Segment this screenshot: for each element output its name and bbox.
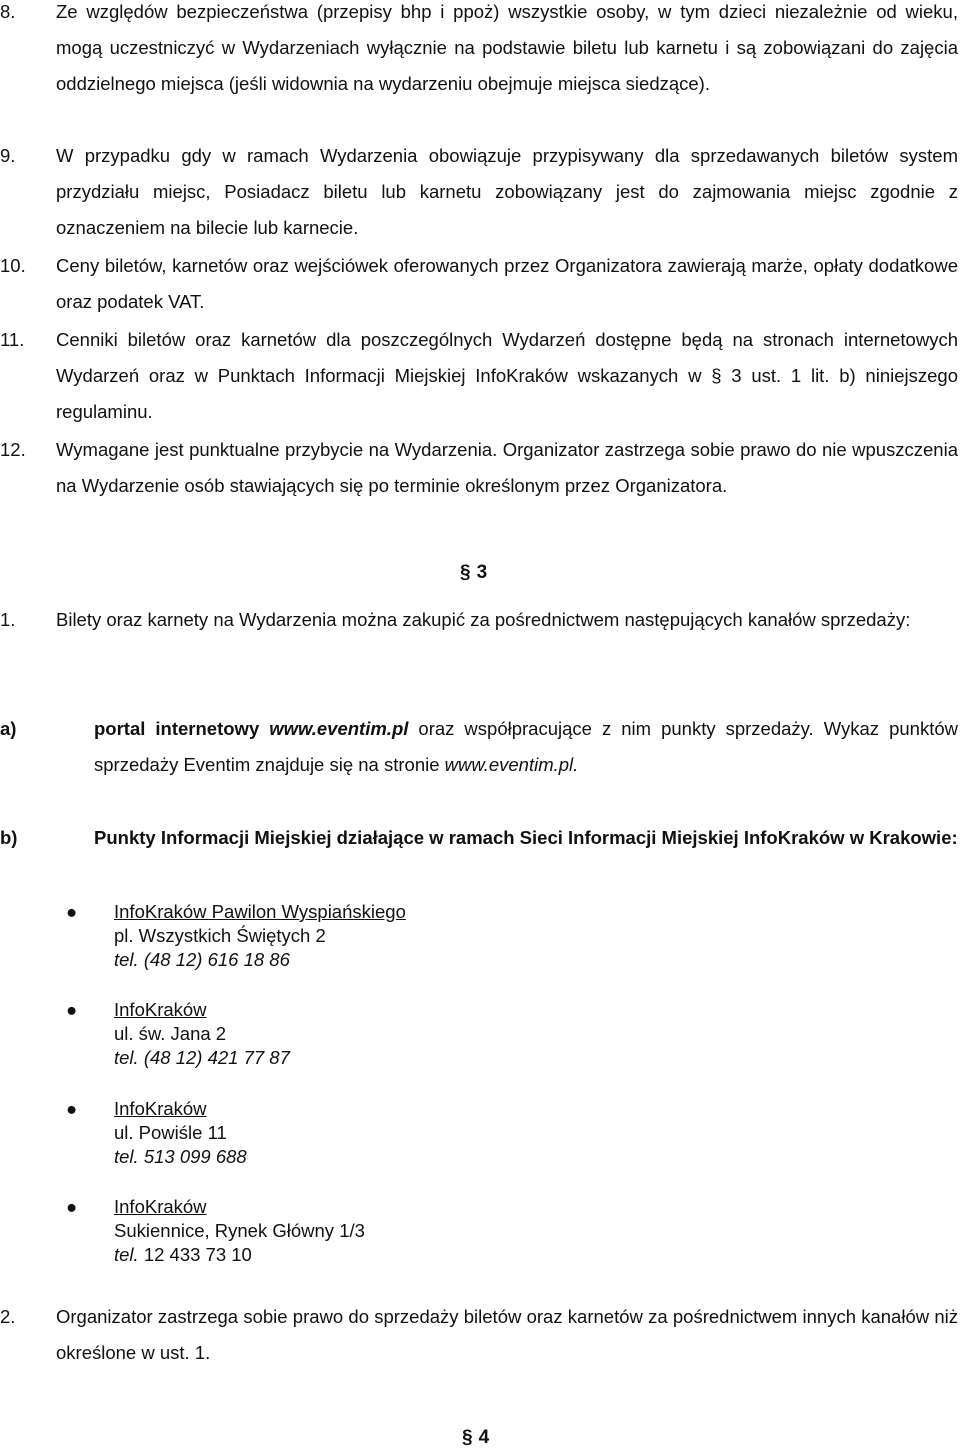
tel-label: tel. — [114, 1244, 139, 1265]
item-text: Wymagane jest punktualne przybycie na Wydarzenia. Organizator zastrzega sobie prawo do nie wpuszczenia na Wydarzenie osób stawiających się po terminie określonym przez Organizatora. — [56, 439, 958, 496]
list-item-10 — [0, 248, 958, 320]
info-point-name[interactable]: InfoKraków — [114, 1098, 207, 1119]
item-text: Ceny biletów, karnetów oraz wejściówek oferowanych przez Organizatora zawierają marże, opłaty dodatkowe oraz podatek VAT. — [56, 255, 958, 312]
section-symbol: § — [462, 1427, 473, 1448]
info-point-name[interactable]: InfoKraków Pawilon Wyspiańskiego — [114, 901, 406, 922]
info-point-tel — [114, 948, 946, 972]
info-point-address: Sukiennice, Rynek Główny 1/3 — [114, 1220, 365, 1241]
section-number: 3 — [476, 562, 488, 583]
item-number: 11. — [0, 329, 25, 350]
bullet-dot-icon: ● — [66, 1196, 78, 1217]
tel-label: tel. — [114, 1146, 139, 1167]
sub-text — [94, 711, 958, 783]
info-point-address: ul. Powiśle 11 — [114, 1122, 227, 1143]
bullet-dot-icon: ● — [66, 999, 78, 1020]
item-number: 2. — [0, 1306, 16, 1327]
eventim-link[interactable]: www.eventim.pl — [269, 718, 409, 739]
item-text: Bilety oraz karnety na Wydarzenia można zakupić za pośrednictwem następujących kanałów sprzedaży: — [56, 609, 911, 630]
sub-text: Punkty Informacji Miejskiej działające w ramach Sieci Informacji Miejskiej InfoKraków w Krakowie: — [94, 827, 958, 848]
info-point — [66, 1195, 946, 1267]
tel-label: tel. — [114, 1047, 139, 1068]
info-point-name[interactable]: InfoKraków — [114, 1196, 207, 1217]
channel-name: portal internetowy — [94, 718, 260, 739]
info-point-address: ul. św. Jana 2 — [114, 1023, 227, 1044]
item-number: 9. — [0, 145, 16, 166]
info-point — [66, 1097, 946, 1169]
section-heading-3 — [460, 562, 520, 584]
item-text: Ze względów bezpieczeństwa (przepisy bhp i ppoż) wszystkie osoby, w tym dzieci niezależnie od wieku, mogą uczestniczyć w Wydarzeniach wyłącznie na podstawie biletu lub karnetu i są zobowiązani do zajęcia oddzielnego miejsca (jeśli widownia na wydarzeniu obejmuje miejsca siedzące). — [56, 1, 958, 94]
list-item-8 — [0, 0, 958, 102]
tel-number: (48 12) 616 18 86 — [138, 949, 290, 970]
tel-number: 12 433 73 10 — [138, 1244, 252, 1265]
sub-text-rest: oraz współpracujące z nim punkty sprzedaży. Wykaz punktów sprzedaży Eventim znajduje się na stronie — [94, 718, 958, 775]
item-text: W przypadku gdy w ramach Wydarzenia obowiązuje przypisywany dla sprzedawanych biletów system przydziału miejsc, Posiadacz biletu lub karnetu zobowiązany jest do zajmowania miejsc zgodnie z oznaczeniem na bilecie lub karnecie. — [56, 145, 958, 238]
bullet-dot-icon: ● — [66, 1098, 78, 1119]
info-point-name[interactable]: InfoKraków — [114, 999, 207, 1020]
tel-number: 513 099 688 — [138, 1146, 247, 1167]
item-number: 10. — [0, 255, 26, 276]
item-number: 12. — [0, 439, 26, 460]
info-point — [66, 998, 946, 1070]
info-point — [66, 900, 946, 972]
sub-label: b) — [0, 827, 18, 848]
eventim-link-2[interactable]: www.eventim.pl. — [444, 754, 579, 775]
bullet-dot-icon: ● — [66, 901, 78, 922]
item-text: Organizator zastrzega sobie prawo do sprzedaży biletów oraz karnetów za pośrednictwem innych kanałów niż określone w ust. 1. — [56, 1306, 958, 1363]
list-item-12 — [0, 432, 958, 504]
tel-number: (48 12) 421 77 87 — [138, 1047, 290, 1068]
item-number: 1. — [0, 609, 16, 630]
sub-label: a) — [0, 718, 17, 739]
section-number: 4 — [478, 1427, 490, 1448]
section-heading-4 — [462, 1427, 522, 1449]
s3-list-item-1 — [0, 602, 958, 638]
list-item-11 — [0, 322, 958, 430]
item-text: Cenniki biletów oraz karnetów dla poszczególnych Wydarzeń dostępne będą na stronach internetowych Wydarzeń oraz w Punktach Informacji Miejskiej InfoKraków wskazanych w § 3 ust. 1 lit. b) niniejszego regulaminu. — [56, 329, 958, 422]
info-point-address: pl. Wszystkich Świętych 2 — [114, 925, 326, 946]
info-point-tel — [114, 1145, 946, 1169]
list-item-9 — [0, 138, 958, 246]
sub-item-a — [0, 711, 958, 783]
tel-label: tel. — [114, 949, 139, 970]
item-number: 8. — [0, 1, 16, 22]
info-point-tel — [114, 1046, 946, 1070]
s3-list-item-2 — [0, 1299, 958, 1371]
info-point-tel — [114, 1243, 946, 1267]
section-symbol: § — [460, 562, 471, 583]
sub-item-b — [0, 820, 958, 856]
